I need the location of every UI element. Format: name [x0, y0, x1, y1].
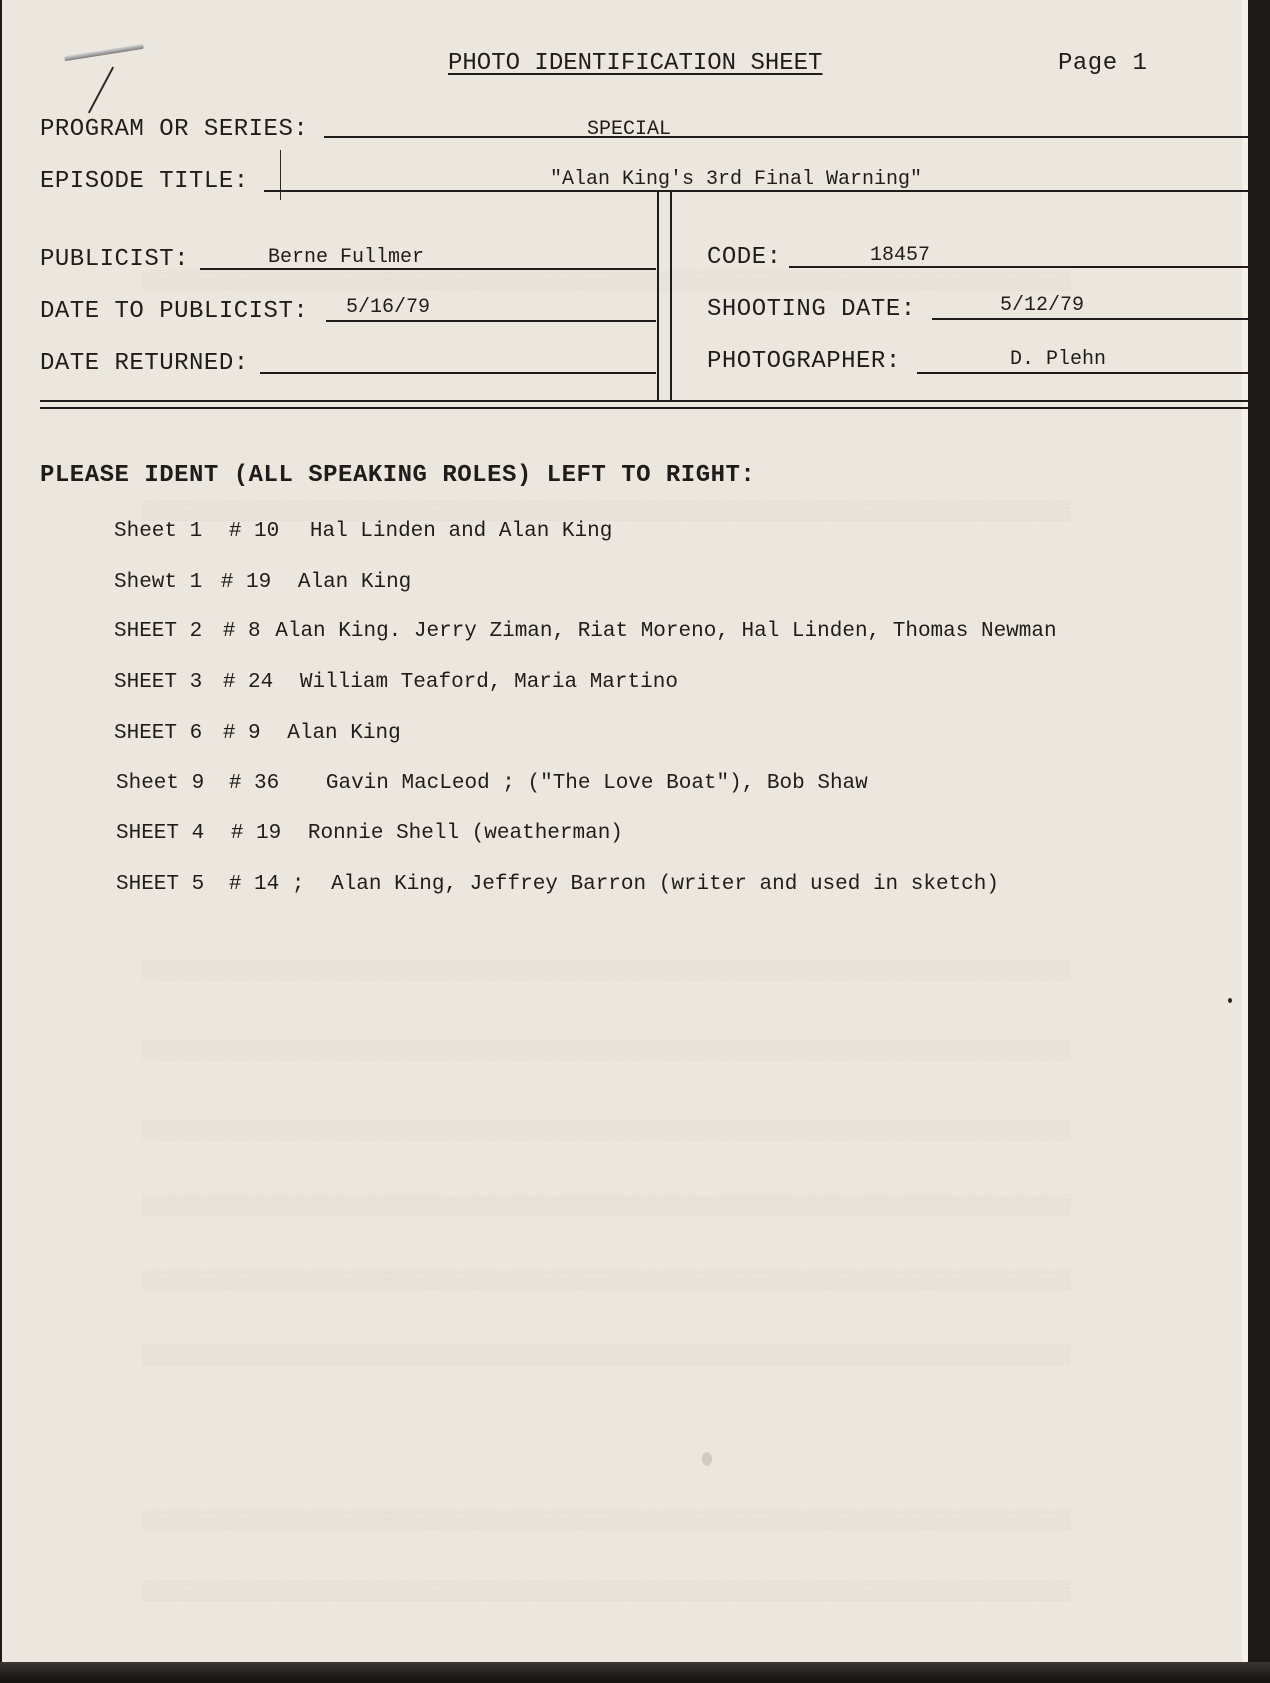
ident-sheet: SHEET 4	[116, 822, 205, 845]
page-number: Page 1	[1058, 50, 1148, 77]
document-page	[2, 0, 1248, 1662]
pen-mark	[88, 67, 114, 114]
paper-speck	[1228, 998, 1232, 1003]
ident-row	[114, 671, 678, 694]
ident-sheet: Sheet 9	[116, 772, 205, 795]
document-title: PHOTO IDENTIFICATION SHEET	[448, 50, 823, 77]
ident-sheet: Sheet 1	[114, 520, 203, 543]
ident-number: # 9	[222, 722, 261, 745]
ident-number: # 10	[228, 520, 280, 543]
date-returned-underline	[260, 372, 656, 374]
bleed-through-text: ▒▒▒▒▒▒▒▒▒▒▒▒▒▒▒▒▒▒▒▒▒▒▒▒▒▒▒▒▒▒▒▒▒▒▒▒▒▒▒▒▒▒▒▒▒▒▒▒▒▒▒▒▒▒▒▒▒▒▒▒▒▒▒▒▒▒▒▒▒	[142, 1510, 1071, 1531]
photographer-value: D. Plehn	[1010, 348, 1107, 371]
ident-names: Alan King, Jeffrey Barron (writer and used in sketch)	[331, 873, 999, 896]
ident-number: # 14 ;	[228, 873, 305, 896]
column-divider	[670, 192, 672, 400]
date-returned-label: DATE RETURNED:	[40, 350, 249, 377]
ident-names: Alan King	[297, 571, 412, 594]
ident-names: Alan King	[287, 722, 401, 745]
code-underline	[789, 266, 1249, 268]
section-rule	[40, 400, 1251, 402]
code-label: CODE:	[707, 244, 782, 271]
ident-number: # 19	[230, 822, 282, 845]
bleed-through-text: ▒▒▒▒▒▒▒▒▒▒▒▒▒▒▒▒▒▒▒▒▒▒▒▒▒▒▒▒▒▒▒▒▒▒▒▒▒▒▒▒▒▒▒▒▒▒▒▒▒▒▒▒▒▒▒▒▒▒▒▒▒▒▒▒▒▒▒▒▒	[142, 1040, 1071, 1061]
date-to-publicist-underline	[326, 320, 656, 322]
code-value: 18457	[870, 244, 931, 267]
ident-names: Ronnie Shell (weatherman)	[307, 822, 623, 845]
shooting-date-value: 5/12/79	[1000, 294, 1085, 317]
ident-names: William Teaford, Maria Martino	[299, 671, 678, 694]
ident-row	[116, 772, 868, 795]
ident-names: Hal Linden and Alan King	[309, 520, 613, 543]
ident-row	[114, 571, 411, 594]
ident-names: Alan King. Jerry Ziman, Riat Moreno, Hal Linden, Thomas Newman	[275, 620, 1057, 643]
shooting-date-label: SHOOTING DATE:	[707, 296, 916, 323]
program-underline	[324, 136, 1249, 138]
date-to-publicist-label: DATE TO PUBLICIST:	[40, 298, 309, 325]
section-rule	[40, 407, 1251, 409]
photographer-label: PHOTOGRAPHER:	[707, 348, 901, 375]
program-label: PROGRAM OR SERIES:	[40, 116, 309, 143]
staple	[64, 44, 144, 61]
ident-sheet: SHEET 2	[114, 620, 203, 643]
bleed-through-text: ▒▒▒▒▒▒▒▒▒▒▒▒▒▒▒▒▒▒▒▒▒▒▒▒▒▒▒▒▒▒▒▒▒▒▒▒▒▒▒▒▒▒▒▒▒▒▒▒▒▒▒▒▒▒▒▒▒▒▒▒▒▒▒▒▒▒▒▒▒	[142, 1195, 1071, 1216]
bleed-through-text: ▒▒▒▒▒▒▒▒▒▒▒▒▒▒▒▒▒▒▒▒▒▒▒▒▒▒▒▒▒▒▒▒▒▒▒▒▒▒▒▒▒▒▒▒▒▒▒▒▒▒▒▒▒▒▒▒▒▒▒▒▒▒▒▒▒▒▒▒▒	[142, 960, 1071, 981]
bleed-through-text: ▒▒▒▒▒▒▒▒▒▒▒▒▒▒▒▒▒▒▒▒▒▒▒▒▒▒▒▒▒▒▒▒▒▒▒▒▒▒▒▒▒▒▒▒▒▒▒▒▒▒▒▒▒▒▒▒▒▒▒▒▒▒▒▒▒▒▒▒▒	[142, 500, 1071, 521]
column-divider	[657, 192, 659, 400]
ident-sheet: SHEET 6	[114, 722, 203, 745]
publicist-label: PUBLICIST:	[40, 246, 190, 273]
ident-names: Gavin MacLeod ; ("The Love Boat"), Bob Shaw	[325, 772, 868, 795]
page-edge-shadow	[0, 1662, 1270, 1683]
ident-sheet: Shewt 1	[114, 571, 203, 594]
ident-row	[116, 873, 999, 896]
pen-mark	[280, 150, 281, 200]
ident-row	[114, 722, 401, 745]
bleed-through-text: ▒▒▒▒▒▒▒▒▒▒▒▒▒▒▒▒▒▒▒▒▒▒▒▒▒▒▒▒▒▒▒▒▒▒▒▒▒▒▒▒▒▒▒▒▒▒▒▒▒▒▒▒▒▒▒▒▒▒▒▒▒▒▒▒▒▒▒▒▒	[142, 270, 1071, 291]
ident-row	[114, 520, 612, 543]
shooting-date-underline	[932, 318, 1249, 320]
bleed-through-text: ▒▒▒▒▒▒▒▒▒▒▒▒▒▒▒▒▒▒▒▒▒▒▒▒▒▒▒▒▒▒▒▒▒▒▒▒▒▒▒▒▒▒▒▒▒▒▒▒▒▒▒▒▒▒▒▒▒▒▒▒▒▒▒▒▒▒▒▒▒	[142, 1345, 1071, 1366]
episode-label: EPISODE TITLE:	[40, 168, 249, 195]
ident-number: # 36	[228, 772, 280, 795]
publicist-value: Berne Fullmer	[268, 246, 425, 269]
program-value: SPECIAL	[587, 118, 672, 141]
ident-row	[116, 822, 623, 845]
ident-number: # 8	[222, 620, 261, 643]
bleed-through-text: ▒▒▒▒▒▒▒▒▒▒▒▒▒▒▒▒▒▒▒▒▒▒▒▒▒▒▒▒▒▒▒▒▒▒▒▒▒▒▒▒▒▒▒▒▒▒▒▒▒▒▒▒▒▒▒▒▒▒▒▒▒▒▒▒▒▒▒▒▒	[142, 1270, 1071, 1291]
paper-stain	[702, 1452, 712, 1466]
bleed-through-text: ▒▒▒▒▒▒▒▒▒▒▒▒▒▒▒▒▒▒▒▒▒▒▒▒▒▒▒▒▒▒▒▒▒▒▒▒▒▒▒▒▒▒▒▒▒▒▒▒▒▒▒▒▒▒▒▒▒▒▒▒▒▒▒▒▒▒▒▒▒	[142, 1120, 1071, 1141]
date-to-publicist-value: 5/16/79	[346, 296, 431, 319]
ident-heading: PLEASE IDENT (ALL SPEAKING ROLES) LEFT TO RIGHT:	[40, 462, 756, 489]
ident-row	[114, 620, 1057, 643]
ident-number: # 24	[222, 671, 274, 694]
ident-sheet: SHEET 3	[114, 671, 203, 694]
ident-sheet: SHEET 5	[116, 873, 205, 896]
bleed-through-text: ▒▒▒▒▒▒▒▒▒▒▒▒▒▒▒▒▒▒▒▒▒▒▒▒▒▒▒▒▒▒▒▒▒▒▒▒▒▒▒▒▒▒▒▒▒▒▒▒▒▒▒▒▒▒▒▒▒▒▒▒▒▒▒▒▒▒▒▒▒	[142, 1580, 1071, 1601]
episode-value: "Alan King's 3rd Final Warning"	[550, 168, 923, 191]
photographer-underline	[917, 372, 1249, 374]
ident-number: # 19	[220, 571, 272, 594]
